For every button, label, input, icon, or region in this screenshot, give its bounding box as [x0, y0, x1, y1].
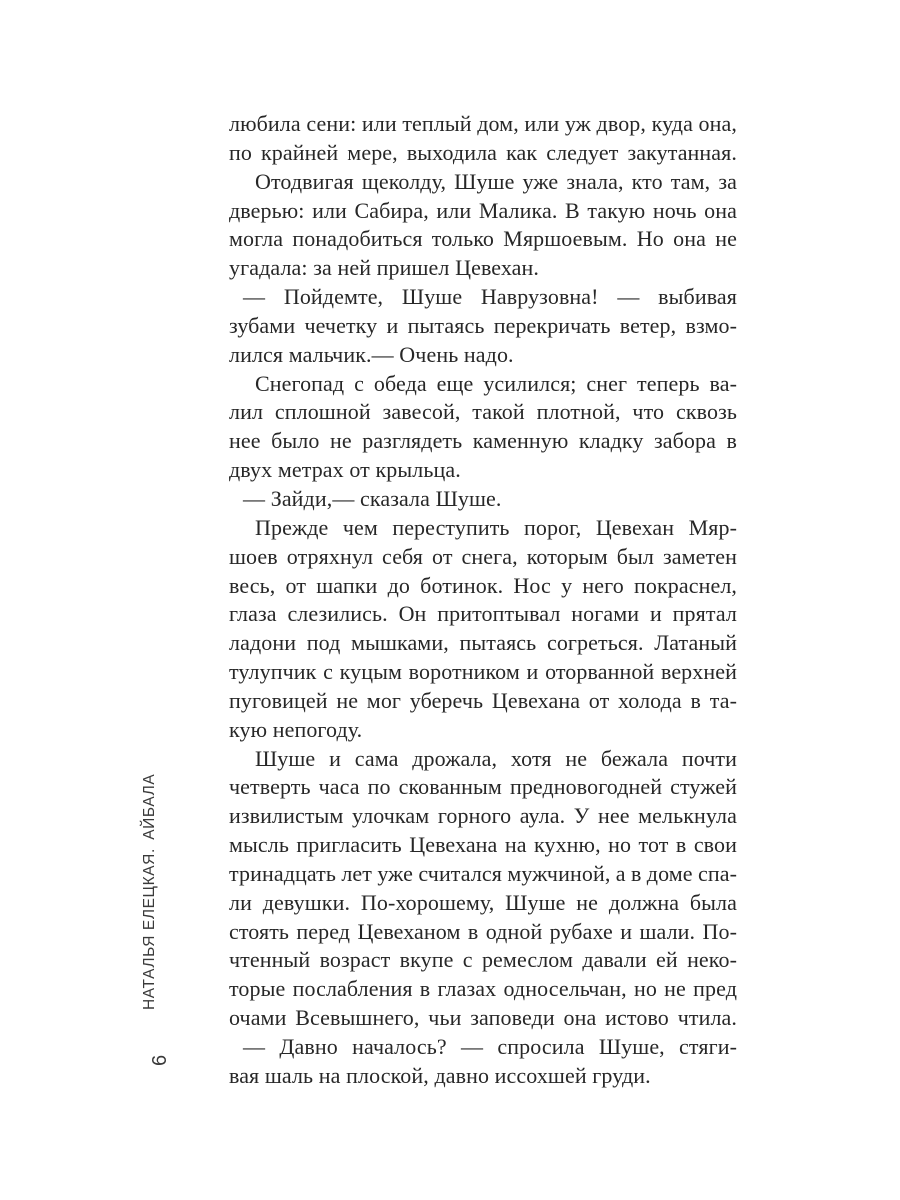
text-line-content: очами Всевышнего, чьи заповеди она истово чтила.	[229, 1005, 737, 1031]
text-line	[229, 456, 737, 485]
text-line	[229, 139, 737, 168]
text-line-content: тринадцать лет уже считался мужчиной, а в доме спа-	[229, 860, 737, 886]
text-line	[229, 341, 737, 370]
text-line	[229, 831, 737, 860]
text-line-content: весь, от шапки до ботинок. Нос у него покраснел,	[229, 572, 737, 598]
text-line	[229, 572, 737, 601]
text-line-content: могла понадобиться только Мяршоевым. Но она не	[229, 226, 737, 252]
text-line-content: чтенный возраст вкупе с ремеслом давали ей неко-	[229, 947, 737, 973]
page-number-text: 6	[149, 1054, 171, 1066]
text-line-content: — Давно началось? — спросила Шуше, стяги-	[243, 1034, 737, 1059]
text-line-content: глаза слезились. Он притоптывал ногами и прятал	[229, 601, 737, 627]
text-line	[229, 975, 737, 1004]
text-line-content: — Пойдемте, Шуше Наврузовна! — выбивая	[243, 284, 737, 310]
text-line	[229, 312, 737, 341]
text-line-content: Прежде чем переступить порог, Цевехан Мяр-	[255, 514, 737, 540]
author-title-text: НАТАЛЬЯ ЕЛЕЦКАЯ. АЙБАЛА	[141, 773, 158, 1010]
text-line-content: ладони под мышками, пытаясь согреться. Латаный	[229, 630, 737, 656]
text-line-content: любила сени: или теплый дом, или уж двор, куда она,	[229, 111, 737, 136]
text-line	[229, 773, 737, 802]
text-line-content: лился мальчик.— Очень надо.	[229, 341, 514, 367]
text-line	[229, 370, 737, 399]
text-line-content: зубами чечетку и пытаясь перекричать ветер, взмо-	[229, 312, 737, 338]
text-line	[229, 600, 737, 629]
text-line-content: пуговицей не мог уберечь Цевехана от холода в та-	[229, 687, 737, 713]
text-line	[229, 1062, 737, 1091]
text-line-content: кую непогоду.	[229, 716, 363, 742]
text-line	[229, 716, 737, 745]
text-line	[229, 110, 737, 139]
text-line-content: Отодвигая щеколду, Шуше уже знала, кто там, за	[255, 168, 737, 194]
text-line	[229, 514, 737, 543]
text-line	[229, 168, 737, 197]
text-line-content: по крайней мере, выходила как следует закутанная.	[229, 139, 737, 165]
text-line	[229, 629, 737, 658]
text-line	[229, 254, 737, 283]
text-line-content: дверью: или Сабира, или Малика. В такую ночь она	[229, 197, 737, 223]
margin-vertical-title	[141, 773, 186, 1010]
text-line-content: стоять перед Цевеханом в одной рубахе и шали. По-	[229, 918, 737, 944]
text-line-content: — Зайди,— сказала Шуше.	[243, 485, 502, 511]
text-line	[229, 802, 737, 831]
text-line	[229, 687, 737, 716]
text-line	[229, 745, 737, 774]
text-line-content: торые послабления в глазах односельчан, но не пред	[229, 976, 737, 1002]
text-line-content: Снегопад с обеда еще усилился; снег теперь ва-	[255, 370, 737, 396]
text-line-content: тулупчик с куцым воротником и оторванной верхней	[229, 659, 737, 685]
text-line-content: шоев отряхнул себя от снега, которым был заметен	[229, 543, 737, 569]
text-line	[229, 860, 737, 889]
text-line	[229, 658, 737, 687]
text-line-content: мысль пригласить Цевехана на кухню, но тот в свои	[229, 832, 737, 858]
text-line	[229, 485, 737, 514]
text-line	[229, 398, 737, 427]
text-line-content: угадала: за ней пришел Цевехан.	[229, 255, 540, 281]
text-line	[229, 889, 737, 918]
text-line	[229, 543, 737, 572]
text-line	[229, 918, 737, 947]
text-line	[229, 225, 737, 254]
text-line-content: четверть часа по скованным предновогодней стужей	[229, 774, 737, 800]
margin-page-number	[149, 1044, 190, 1066]
text-line-content: извилистым улочкам горного аула. У нее мелькнула	[229, 803, 737, 829]
page-text	[229, 110, 737, 1091]
text-line-content: двух метрах от крыльца.	[229, 457, 461, 483]
text-line	[229, 946, 737, 975]
text-line-content: вая шаль на плоской, давно иссохшей груди.	[229, 1062, 651, 1088]
text-line-content: лил сплошной завесой, такой плотной, что сквозь	[229, 399, 737, 425]
text-line	[229, 197, 737, 226]
text-line-content: ли девушки. По-хорошему, Шуше не должна была	[229, 889, 737, 915]
text-line-content: Шуше и сама дрожала, хотя не бежала почти	[255, 745, 737, 771]
text-line	[229, 427, 737, 456]
text-line-content: нее было не разглядеть каменную кладку забора в	[229, 428, 737, 454]
text-line	[229, 1004, 737, 1033]
text-line	[229, 1033, 737, 1062]
text-line	[229, 283, 737, 312]
